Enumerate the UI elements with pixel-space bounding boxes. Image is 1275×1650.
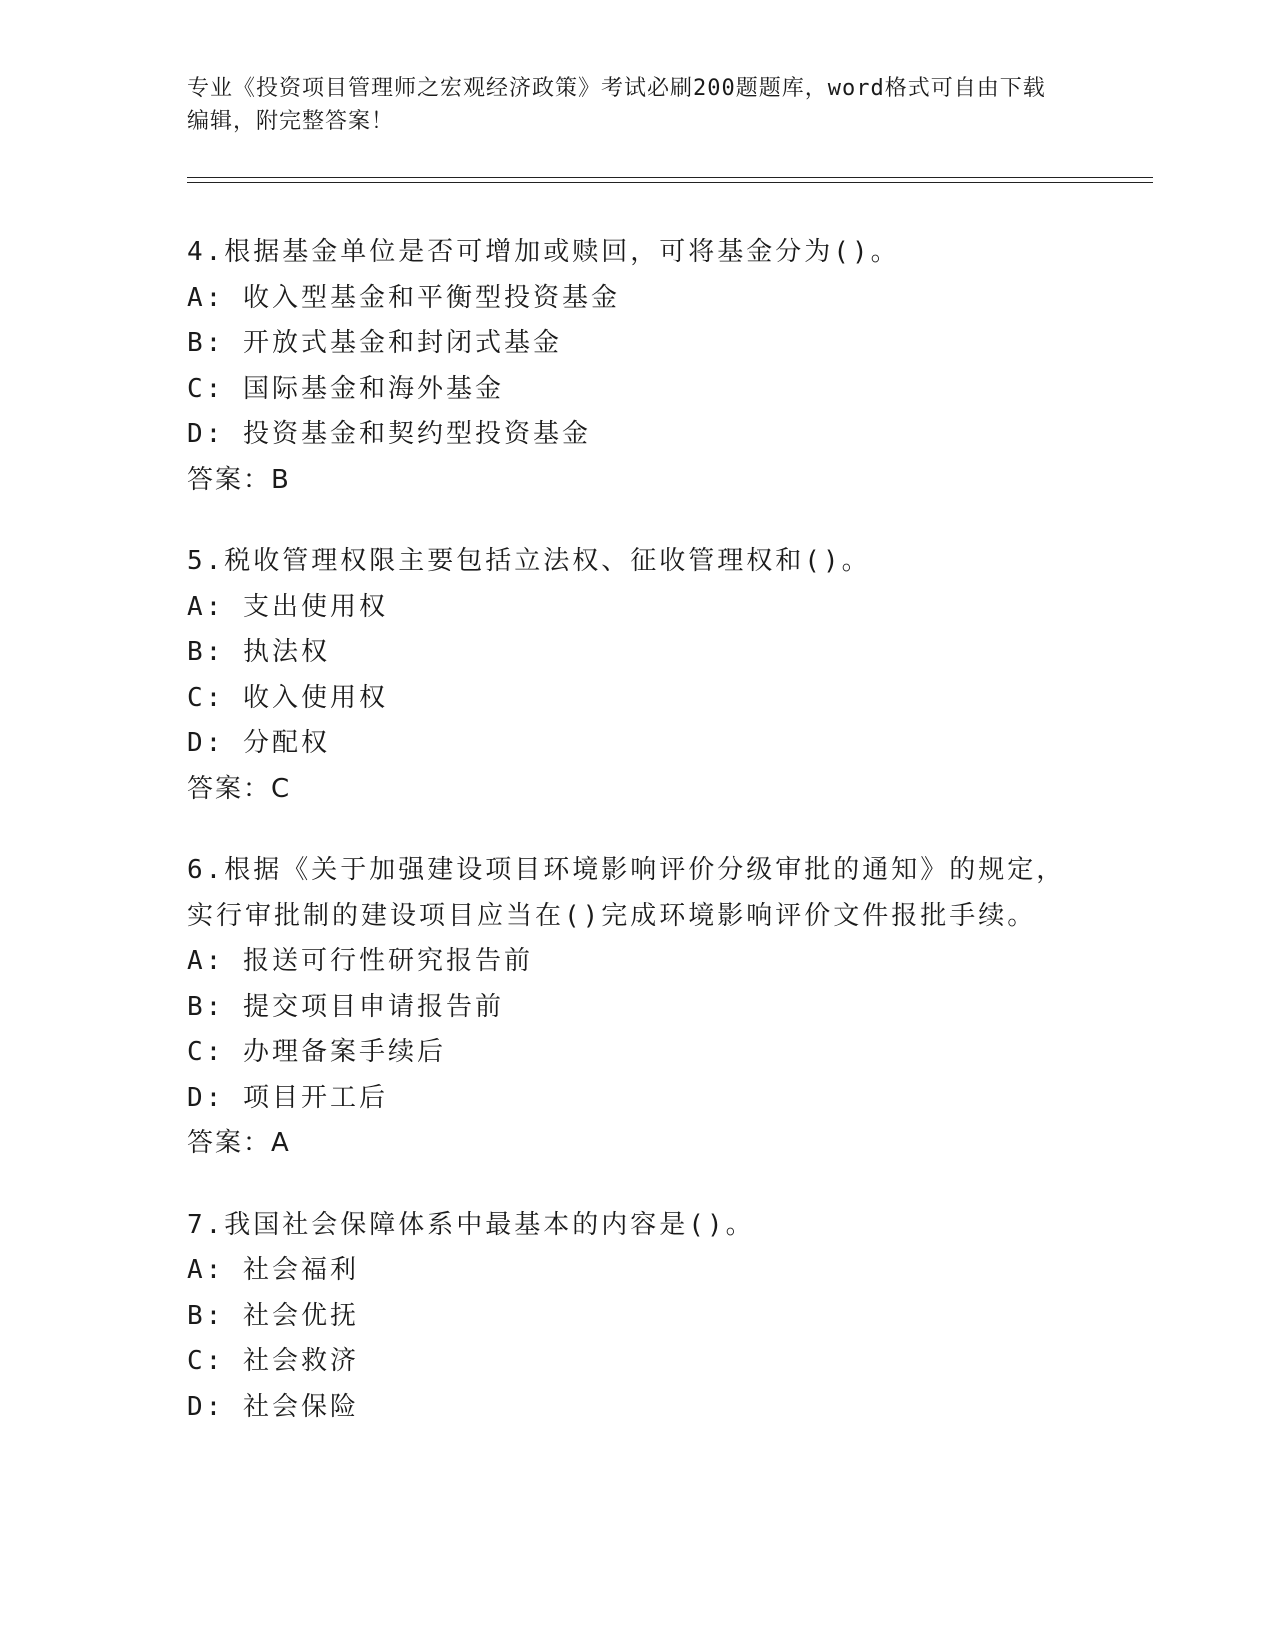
option-a: A: 报送可行性研究报告前 — [187, 946, 533, 976]
option-b: B: 开放式基金和封闭式基金 — [187, 328, 562, 358]
option-d: D: 投资基金和契约型投资基金 — [187, 419, 591, 449]
question-list — [187, 230, 1087, 1466]
option-c: C: 社会救济 — [187, 1346, 359, 1376]
option-d: D: 项目开工后 — [187, 1082, 388, 1113]
question-stem: 5.税收管理权限主要包括立法权、征收管理权和()。 — [187, 546, 871, 576]
question-4 — [187, 230, 1087, 503]
option-a: A: 支出使用权 — [187, 591, 388, 622]
option-c: C: 国际基金和海外基金 — [187, 373, 504, 404]
option-c: C: 办理备案手续后 — [187, 1037, 446, 1067]
option-b: B: 提交项目申请报告前 — [187, 991, 504, 1022]
answer: 答案：C — [187, 773, 292, 804]
question-stem: 7.我国社会保障体系中最基本的内容是()。 — [187, 1209, 755, 1240]
document-header: 专业《投资项目管理师之宏观经济政策》考试必刷200题题库，word格式可自由下载编辑，附完整答案！ — [187, 76, 1046, 134]
option-a: A: 收入型基金和平衡型投资基金 — [187, 282, 620, 313]
option-c: C: 收入使用权 — [187, 682, 388, 713]
header-divider-bottom — [187, 182, 1153, 183]
option-d: D: 社会保险 — [187, 1391, 359, 1422]
header-divider-top — [187, 177, 1153, 178]
option-d: D: 分配权 — [187, 728, 330, 758]
question-5 — [187, 539, 1087, 812]
question-stem: 4.根据基金单位是否可增加或赎回，可将基金分为()。 — [187, 237, 900, 267]
answer: 答案：B — [187, 464, 291, 495]
answer: 答案：A — [187, 1128, 291, 1158]
question-stem: 6.根据《关于加强建设项目环境影响评价分级审批的通知》的规定，实行审批制的建设项目应当在()完成环境影响评价文件报批手续。 — [187, 855, 1066, 931]
option-b: B: 社会优抚 — [187, 1300, 359, 1331]
option-a: A: 社会福利 — [187, 1255, 359, 1285]
question-6 — [187, 848, 1087, 1167]
option-b: B: 执法权 — [187, 637, 330, 667]
question-7 — [187, 1203, 1087, 1431]
